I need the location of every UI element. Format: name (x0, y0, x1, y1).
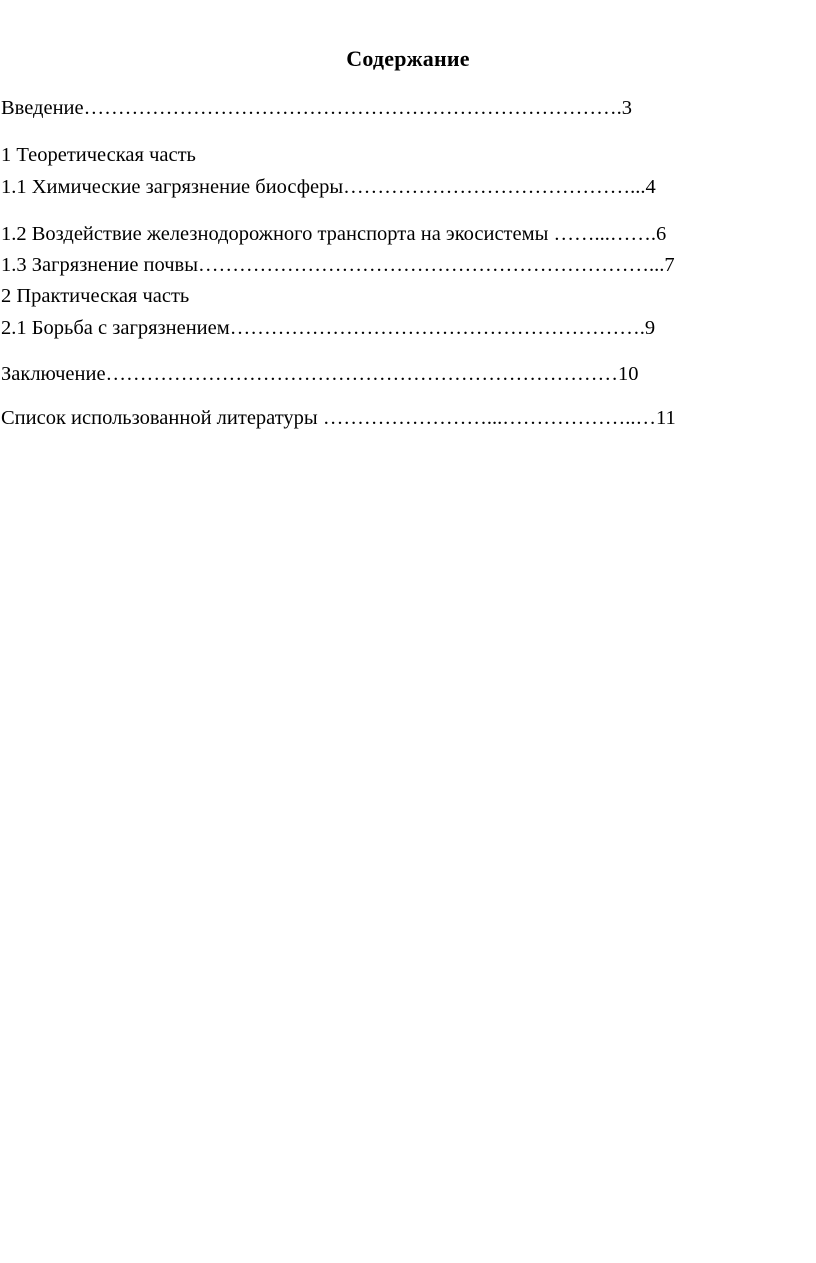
toc-entry-railway-impact: 1.2 Воздействие железнодорожного транспорта на экосистемы ……...…….6 (1, 223, 667, 245)
toc-entry-conclusion: Заключение…………………………………………………………………10 (1, 363, 639, 385)
toc-entry-pollution-control: 2.1 Борьба с загрязнением…………………………………………………….9 (1, 317, 656, 339)
toc-entry-introduction: Введение…………………………………………………………………….3 (1, 97, 633, 119)
toc-entry-theory-section: 1 Теоретическая часть (1, 144, 196, 166)
toc-entry-references: Список использованной литературы ……………………...………………..…11 (1, 407, 676, 429)
toc-entry-chemical-pollution: 1.1 Химические загрязнение биосферы……………………………………...4 (1, 176, 656, 198)
toc-entry-soil-pollution: 1.3 Загрязнение почвы…………………………………………………………...7 (1, 254, 675, 276)
page-title: Содержание (346, 46, 470, 71)
toc-entry-practical-section: 2 Практическая часть (1, 285, 190, 307)
